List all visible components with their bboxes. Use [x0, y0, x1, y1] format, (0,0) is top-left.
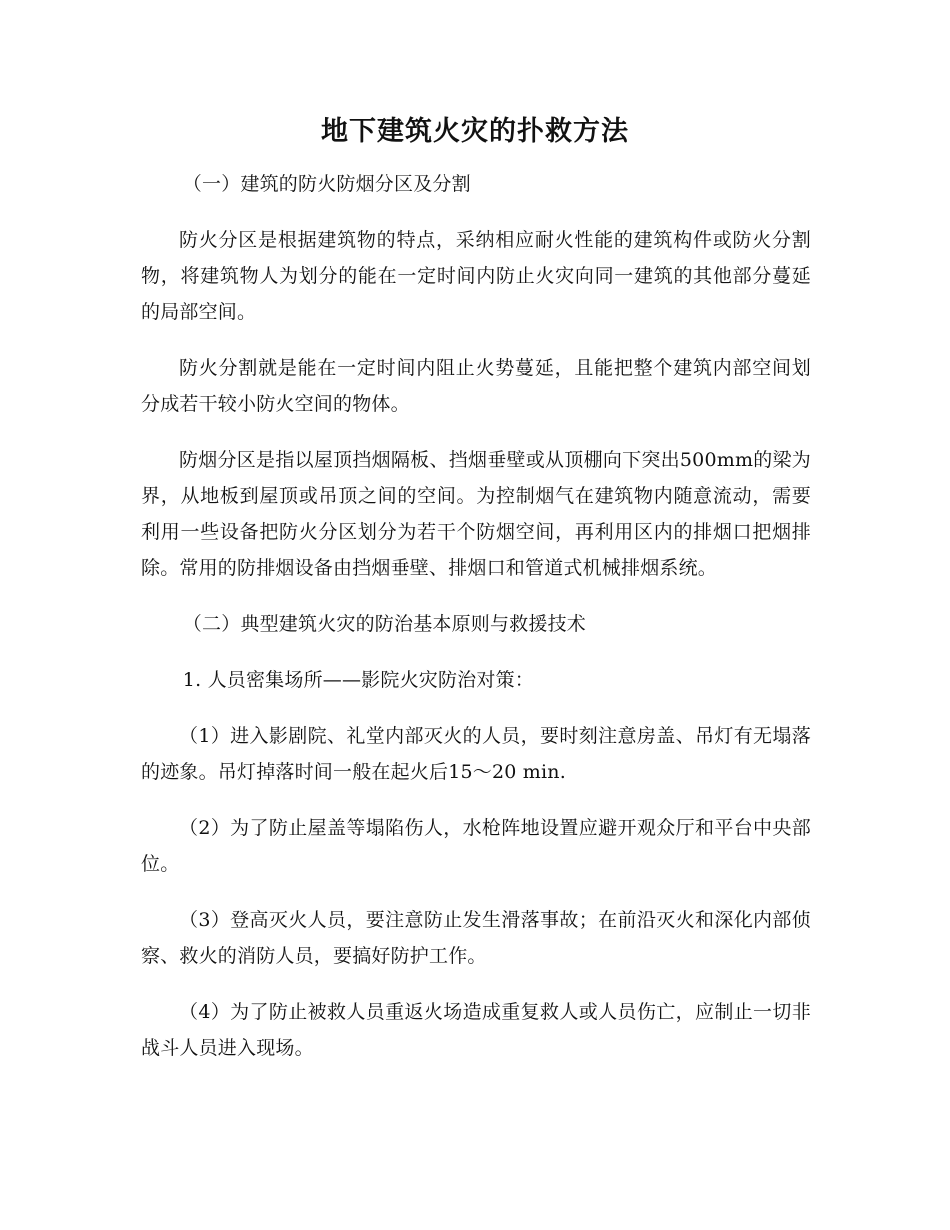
section-heading-1: （一）建筑的防火防烟分区及分割 [182, 173, 471, 195]
list-item-3: （3）登高灭火人员，要注意防止发生滑落事故；在前沿灭火和深化内部侦察、救火的消防人员，要搞好防护工作。 [141, 909, 811, 967]
document-title: 地下建筑火灾的扑救方法 [321, 116, 629, 147]
paragraph-fire-separation: 防火分割就是能在一定时间内阻止火势蔓延，且能把整个建筑内部空间划分成若干较小防火空间的物体。 [141, 357, 811, 415]
paragraph-fire-compartment: 防火分区是根据建筑物的特点，采纳相应耐火性能的建筑构件或防火分割物，将建筑物人为划分的能在一定时间内防止火灾向同一建筑的其他部分蔓延的局部空间。 [141, 229, 811, 323]
list-item-4: （4）为了防止被救人员重返火场造成重复救人或人员伤亡，应制止一切非战斗人员进入现场。 [141, 1001, 811, 1059]
list-item-2: （2）为了防止屋盖等塌陷伤人，水枪阵地设置应避开观众厅和平台中央部位。 [141, 817, 811, 875]
paragraph-smoke-compartment: 防烟分区是指以屋顶挡烟隔板、挡烟垂壁或从顶棚向下突出500mm的梁为界，从地板到屋顶或吊顶之间的空间。为控制烟气在建筑物内随意流动，需要利用一些设备把防火分区划分为若干个防烟空间，再利用区内的排烟口把烟排除。常用的防排烟设备由挡烟垂壁、排烟口和管道式机械排烟系统。 [141, 449, 811, 579]
document-body [141, 166, 811, 1066]
list-item-1: （1）进入影剧院、礼堂内部灭火的人员，要时刻注意房盖、吊灯有无塌落的迹象。吊灯掉落时间一般在起火后15～20 min. [141, 725, 811, 783]
section-heading-2: （二）典型建筑火灾的防治基本原则与救援技术 [182, 613, 586, 635]
subsection-heading-1: 1. 人员密集场所——影院火灾防治对策： [182, 669, 534, 691]
